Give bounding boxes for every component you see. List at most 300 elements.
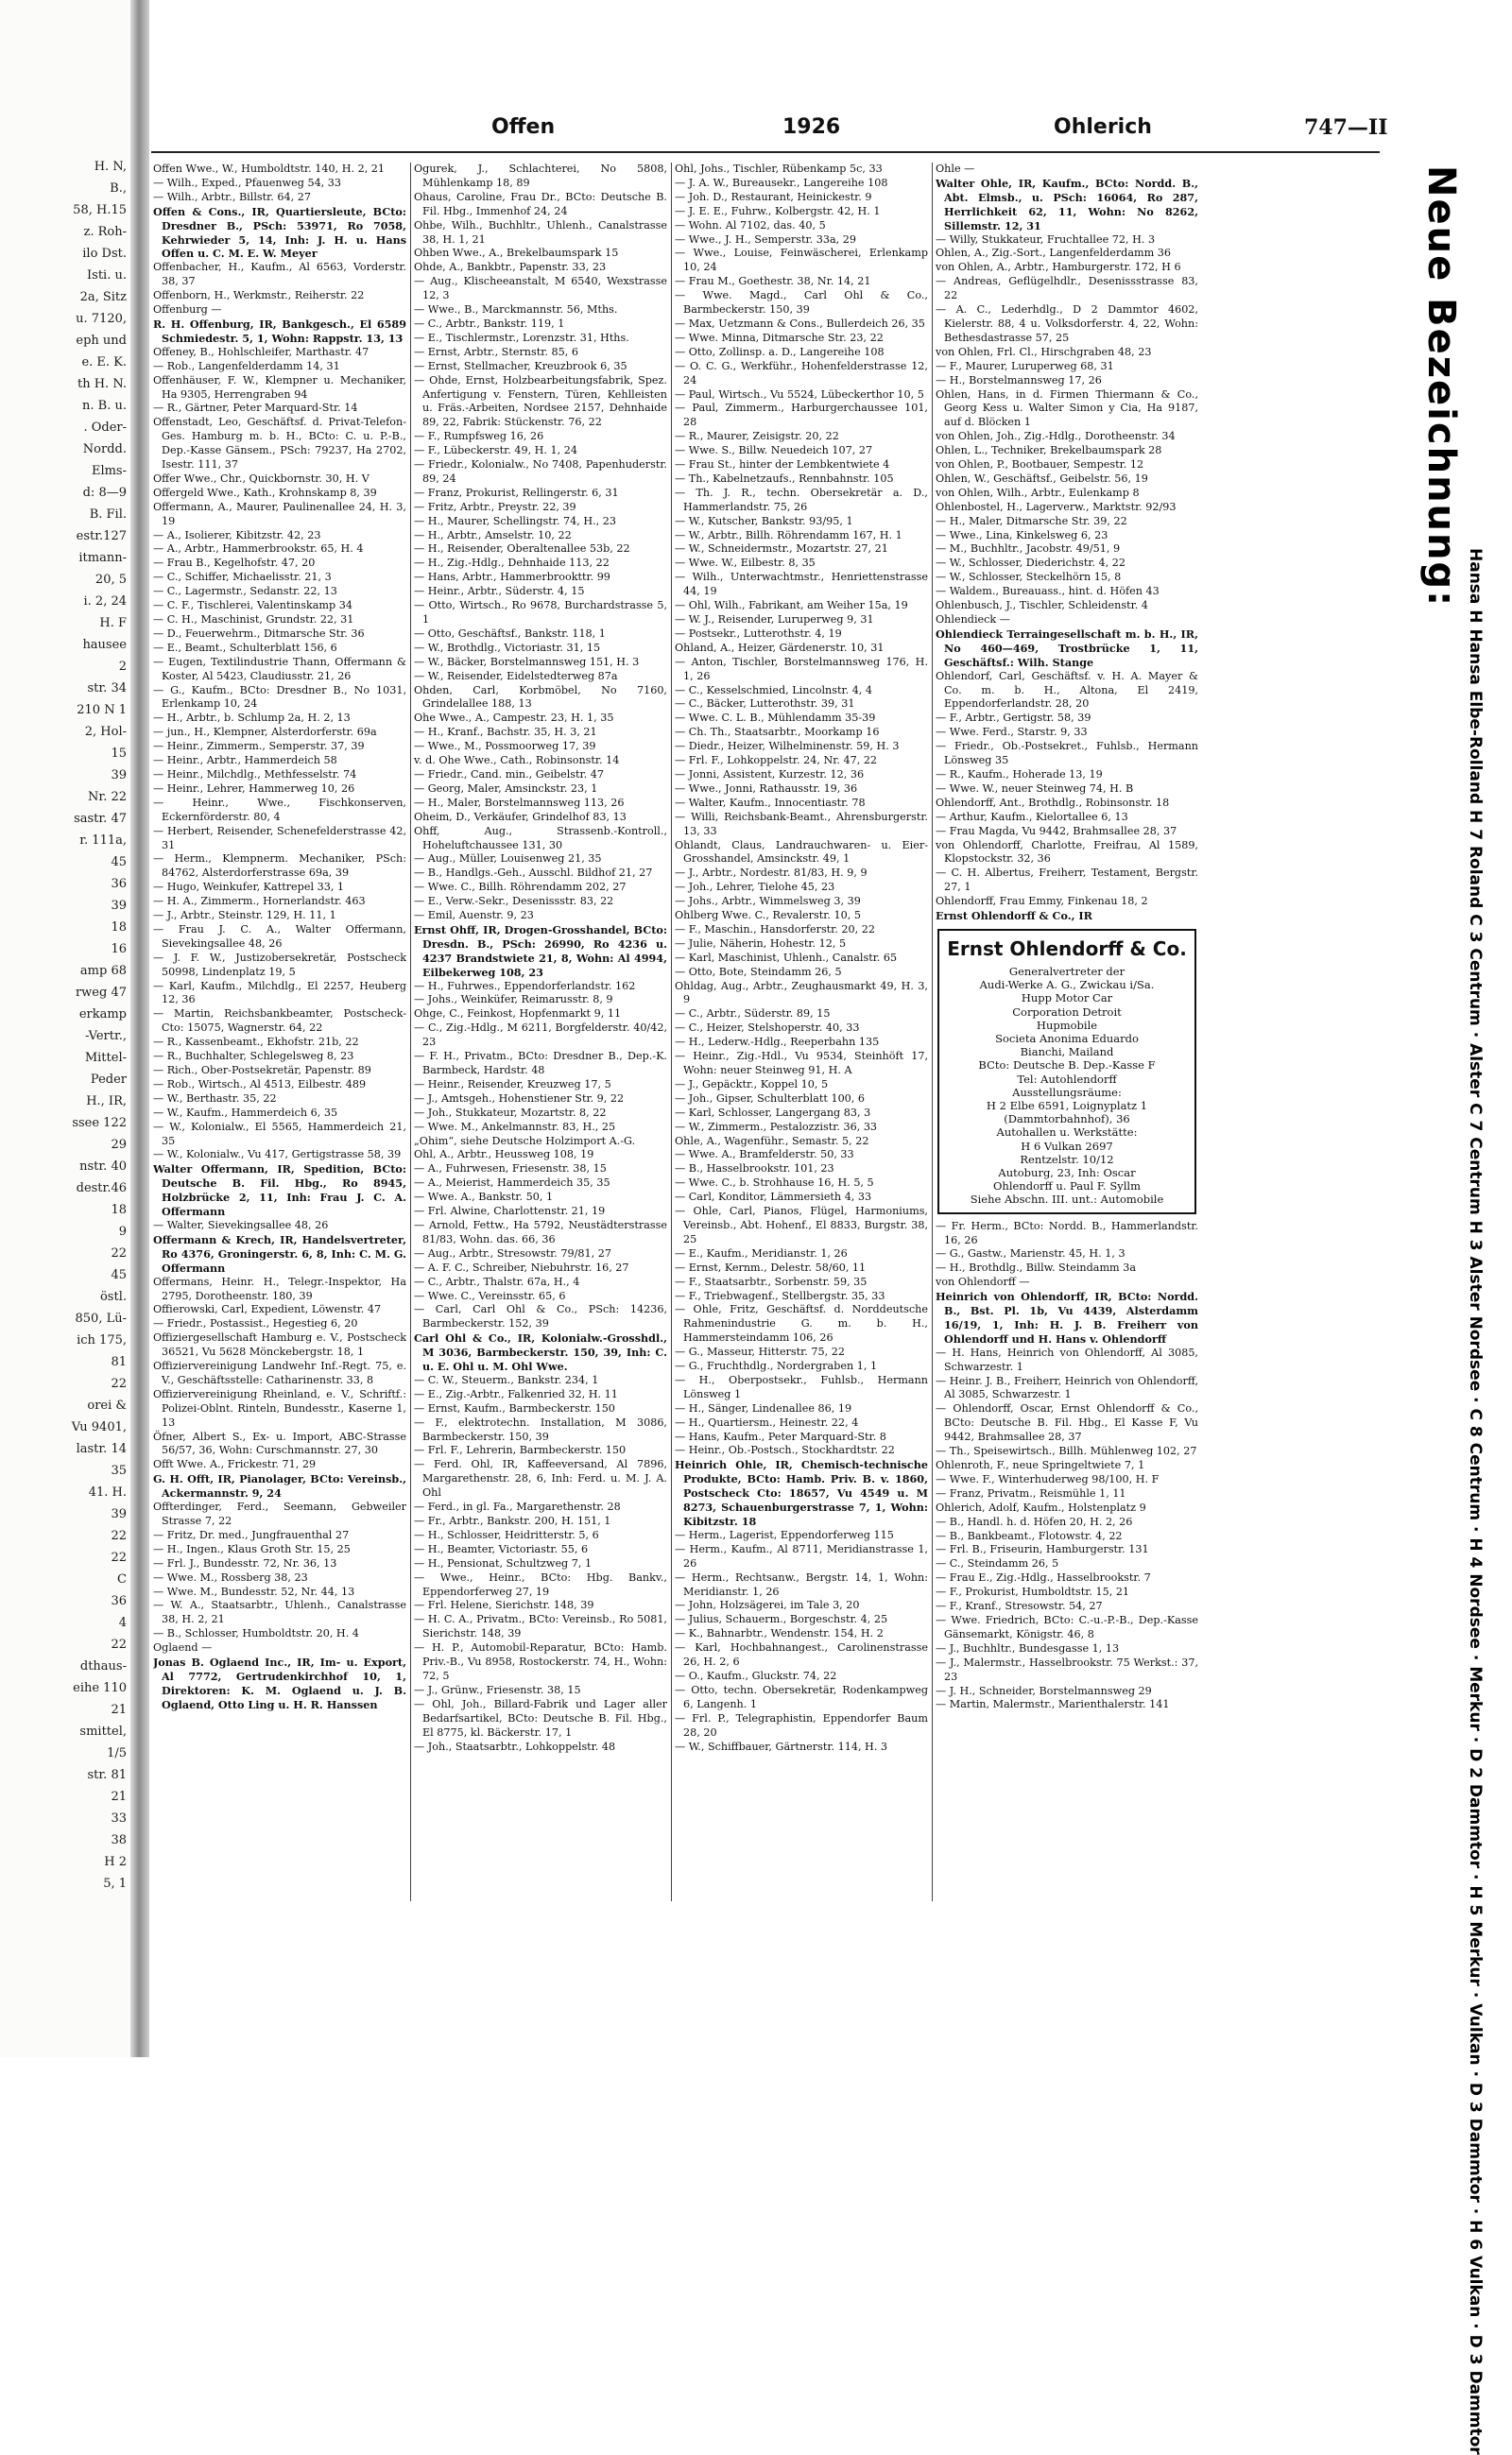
directory-entry: — R., Kaufm., Hoherade 13, 19 <box>936 767 1103 781</box>
directory-entry: Ohe Wwe., A., Campestr. 23, H. 1, 35 <box>414 712 614 725</box>
directory-entry: — Wilh., Exped., Pfauenweg 54, 33 <box>153 176 342 189</box>
directory-entry: — J., Grünw., Friesenstr. 38, 15 <box>414 1683 581 1696</box>
directory-entry: — Aug., Müller, Louisenweg 21, 35 <box>414 852 602 866</box>
directory-entry: Ohbe, Wilh., Buchhltr., Uhlenh., Canalstrasse 38, H. 1, 21 <box>414 218 667 246</box>
directory-entry: von Ohlen, P., Bootbauer, Sempestr. 12 <box>936 458 1144 472</box>
directory-entry: Walter Ohle, IR, Kaufm., BCto: Nordd. B., Abt. Elmsb., u. PSch: 16064, Ro 287, Herrlichkeit 62, 11, Wohn: No 8262, Sillemstr. 12, 31 <box>936 176 1198 232</box>
previous-page-fragment: 210 N 1 <box>77 703 127 717</box>
directory-entry: — Joh., Staatsarbtr., Lohkoppelstr. 48 <box>414 1740 616 1753</box>
directory-entry: — W. J., Reisender, Luruperweg 9, 31 <box>675 613 874 626</box>
previous-page-fragment: eph und <box>76 334 127 348</box>
directory-entry: — Max, Uetzmann & Cons., Bullerdeich 26, 35 <box>675 317 925 330</box>
previous-page-fragment: 21 <box>111 1703 127 1717</box>
previous-page-fragment: str. 34 <box>87 681 127 695</box>
previous-page-fragment: z. Roh- <box>83 225 127 239</box>
advertisement-line: Ausstellungsräume: <box>1012 1085 1122 1099</box>
directory-entry: — Frl. F., Lohkoppelstr. 24, Nr. 47, 22 <box>675 754 878 767</box>
previous-page-fragment: -Vertr., <box>85 1029 127 1043</box>
header-left-keyword: Offen <box>491 115 556 139</box>
directory-entry: — H., Brothdlg., Billw. Steindamm 3a <box>936 1262 1137 1275</box>
previous-page-fragment: rweg 47 <box>75 986 127 1000</box>
header-page-number: 747—II <box>1304 115 1388 140</box>
previous-page-fragment: sastr. 47 <box>74 812 127 826</box>
advertisement-line: BCto: Deutsche B. Dep.-Kasse F <box>978 1058 1156 1073</box>
directory-entry: — Wilh., Arbtr., Billstr. 64, 27 <box>153 190 311 203</box>
directory-entry: Ohlendorf, Carl, Geschäftsf. v. H. A. Mayer & Co. m. b. H., Altona, El 2419, Eppendorferlandstr. 28, 20 <box>936 669 1198 711</box>
directory-entry: — C., Arbtr., Thalstr. 67a, H., 4 <box>414 1275 580 1288</box>
directory-entry: — O., Kaufm., Gluckstr. 74, 22 <box>675 1669 837 1682</box>
directory-entry: — E., Beamt., Schulterblatt 156, 6 <box>153 641 337 654</box>
directory-entry: Ohle, A., Wagenführ., Semastr. 5, 22 <box>675 1134 869 1147</box>
directory-entry: — C. H., Maschinist, Grundstr. 22, 31 <box>153 613 354 626</box>
advertisement-line: Societa Anonima Eduardo <box>995 1031 1139 1045</box>
directory-entry: — Heinr., Zimmerm., Semperstr. 37, 39 <box>153 740 365 753</box>
directory-entry: — F., Maschin., Hansdorferstr. 20, 22 <box>675 922 875 936</box>
directory-entry: — H., Schlosser, Heidritterstr. 5, 6 <box>414 1528 599 1541</box>
previous-page-fragment: eihe 110 <box>73 1681 127 1695</box>
directory-entry: — Martin, Malermstr., Marienthalerstr. 141 <box>936 1698 1170 1711</box>
directory-entry: — J., Arbtr., Steinstr. 129, H. 11, 1 <box>153 909 336 922</box>
directory-entry: — Frl. F., Lehrerin, Barmbeckerstr. 150 <box>414 1444 627 1457</box>
directory-entry: — Herbert, Reisender, Schenefelderstrasse 42, 31 <box>153 824 406 851</box>
directory-entry: Ohle — <box>936 163 975 175</box>
directory-entry: — C. F., Tischlerei, Valentinskamp 34 <box>153 599 352 612</box>
previous-page-fragment: r. 111a, <box>79 833 127 848</box>
directory-entry: — B., Bankbeamt., Flotowstr. 4, 22 <box>936 1529 1123 1542</box>
directory-entry: — J. H., Schneider, Borstelmannsweg 29 <box>936 1684 1152 1697</box>
directory-entry: — Waldem., Bureauass., hint. d. Höfen 43 <box>936 585 1160 598</box>
directory-entry: — Joh., Gipser, Schulterblatt 100, 6 <box>675 1091 866 1105</box>
directory-entry: — C., Steindamm 26, 5 <box>936 1557 1059 1571</box>
directory-entry: — E., Tischlermstr., Lorenzstr. 31, Hths. <box>414 331 629 344</box>
directory-entry: — Ohde, Ernst, Holzbearbeitungsfabrik, Spez. Anfertigung v. Fenstern, Türen, Kehlleisten u. Fräs.-Arbeiten, Nordsee 2157, Dehnhaide 89, 22, Fabrik: Stückenstr. 76, 22 <box>414 373 667 429</box>
directory-entry: — E., Kaufm., Meridianstr. 1, 26 <box>675 1246 848 1260</box>
directory-entry: — W., Schlosser, Diederichstr. 4, 22 <box>936 557 1126 570</box>
directory-entry: Ohlerich, Adolf, Kaufm., Holstenplatz 9 <box>936 1501 1146 1514</box>
directory-entry: — W., Berthastr. 35, 22 <box>153 1091 277 1105</box>
directory-entry: — D., Feuerwehrm., Ditmarsche Str. 36 <box>153 627 365 640</box>
directory-entry: Offergeld Wwe., Kath., Krohnskamp 8, 39 <box>153 486 377 499</box>
directory-entry: — Paul, Zimmerm., Harburgerchaussee 101, 28 <box>675 402 928 429</box>
previous-page-fragment: Mittel- <box>84 1051 127 1065</box>
advertisement-box <box>937 929 1196 1214</box>
directory-entry: — B., Hasselbrookstr. 101, 23 <box>675 1162 834 1176</box>
directory-entry: — Heinr., Lehrer, Hammerweg 10, 26 <box>153 781 355 795</box>
directory-entry: — Heinr. J. B., Freiherr, Heinrich von Ohlendorff, Al 3085, Schwarzestr. 1 <box>936 1374 1198 1401</box>
previous-page-fragment: Peder <box>90 1073 127 1087</box>
directory-entry: — Emil, Auenstr. 9, 23 <box>414 909 534 922</box>
directory-entry: — A., Arbtr., Hammerbrookstr. 65, H. 4 <box>153 542 364 556</box>
previous-page-fragment: H 2 <box>104 1855 127 1869</box>
directory-entry: — Eugen, Textilindustrie Thann, Offermann & Koster, Al 5423, Claudiusstr. 21, 26 <box>153 655 406 682</box>
advertisement-line: Tel: Autohlendorff <box>1017 1072 1117 1086</box>
directory-entry: Ohde, A., Bankbtr., Papenstr. 33, 23 <box>414 261 607 274</box>
directory-entry: — H. Hans, Heinrich von Ohlendorff, Al 3085, Schwarzestr. 1 <box>936 1346 1198 1373</box>
header-year: 1926 <box>782 115 841 139</box>
previous-page-fragment: Nordd. <box>82 442 127 456</box>
directory-entry: — Heinr., Arbtr., Süderstr. 4, 15 <box>414 585 585 598</box>
directory-entry: Ohlendieck Terraingesellschaft m. b. H., IR, No 460—469, Trostbrücke 1, 11, Geschäftsf.: Wilh. Stange <box>936 627 1198 669</box>
previous-page-fragment: Isti. u. <box>87 268 127 283</box>
previous-page-fragment: 41. H. <box>88 1485 127 1500</box>
directory-entry: — Ernst, Kaufm., Barmbeckerstr. 150 <box>414 1401 615 1415</box>
column-separator <box>410 163 411 1901</box>
directory-entry: — F., Lübeckerstr. 49, H. 1, 24 <box>414 444 578 457</box>
previous-page-fragment: 35 <box>111 1464 127 1478</box>
previous-page-fragment: 22 <box>111 1246 127 1261</box>
directory-entry: — Ohlendorff, Oscar, Ernst Ohlendorff & Co., BCto: Deutsche B. Fil. Hbg., El Kasse F, Vu 9442, Brahmsallee 28, 37 <box>936 1402 1198 1444</box>
directory-entry: Ohlberg Wwe. C., Revalerstr. 10, 5 <box>675 909 861 922</box>
directory-entry: — Wwe. Magd., Carl Ohl & Co., Barmbeckerstr. 150, 39 <box>675 289 928 317</box>
previous-page-fragment: destr.46 <box>76 1181 127 1195</box>
directory-entry: — Wwe., B., Marckmannstr. 56, Mths. <box>414 303 618 317</box>
directory-entry: — Wwe. M., Bundesstr. 52, Nr. 44, 13 <box>153 1585 355 1598</box>
book-gutter <box>130 0 149 2057</box>
directory-entry: — E., Zig.-Arbtr., Falkenried 32, H. 11 <box>414 1387 618 1400</box>
directory-entry: Ohden, Carl, Korbmöbel, No 7160, Grindelallee 188, 13 <box>414 683 667 711</box>
directory-entry: — H., Reisender, Oberaltenallee 53b, 22 <box>414 542 630 556</box>
directory-entry: — Joh. D., Restaurant, Heinickestr. 9 <box>675 190 872 203</box>
directory-entry: Ohl, Johs., Tischler, Rübenkamp 5c, 33 <box>675 163 883 175</box>
directory-entry: — J., Gepäcktr., Koppel 10, 5 <box>675 1077 829 1090</box>
directory-entry: G. H. Offt, IR, Pianolager, BCto: Vereinsb., Ackermannstr. 9, 24 <box>153 1472 406 1501</box>
directory-entry: — Rob., Langenfelderdamm 14, 31 <box>153 359 340 372</box>
directory-entry: — Andreas, Geflügelhdlr., Desenissstrasse 83, 22 <box>936 275 1198 302</box>
directory-entry: Ohlenbostel, H., Lagerverw., Marktstr. 92/93 <box>936 500 1177 513</box>
directory-entry: Offen Wwe., W., Humboldtstr. 140, H. 2, 21 <box>153 163 386 175</box>
directory-entry: — Carl, Konditor, Lämmersieth 4, 33 <box>675 1191 872 1204</box>
directory-entry: — Julius, Schauerm., Borgeschstr. 4, 25 <box>675 1613 888 1626</box>
directory-entry: — C., Arbtr., Süderstr. 89, 15 <box>675 1007 831 1021</box>
previous-page-fragment: 1/5 <box>107 1746 127 1760</box>
directory-entry: — J. F. W., Justizobersekretär, Postscheck 50998, Lindenplatz 19, 5 <box>153 951 406 978</box>
directory-entry: — J., Arbtr., Nordestr. 81/83, H. 9, 9 <box>675 867 868 880</box>
advertisement-line: Bianchi, Mailand <box>1020 1045 1114 1059</box>
directory-entry: — Wwe. M., Rossberg 38, 23 <box>153 1571 308 1584</box>
directory-entry: — Friedr., Kolonialw., No 7408, Papenhuderstr. 89, 24 <box>414 458 667 485</box>
advertisement-line: H 6 Vulkan 2697 <box>1021 1139 1113 1153</box>
directory-entry: — J., Amtsgeh., Hohenstiener Str. 9, 22 <box>414 1091 625 1105</box>
directory-entry: — Ohle, Fritz, Geschäftsf. d. Norddeutsche Rahmenindustrie G. m. b. H., Hammersteindamm 106, 26 <box>675 1303 928 1345</box>
directory-entry: — Frau J. C. A., Walter Offermann, Sievekingsallee 48, 26 <box>153 922 406 950</box>
previous-page-fragment: amp 68 <box>79 964 127 978</box>
previous-page-fragment: d: 8—9 <box>82 486 127 500</box>
directory-entry: — Paul, Wirtsch., Vu 5524, Lübeckerthor 10, 5 <box>675 387 924 401</box>
directory-entry: — Heinr., Milchdlg., Methfesselstr. 74 <box>153 767 357 781</box>
advertisement-line: (Dammtorbahnhof), 36 <box>1004 1112 1130 1126</box>
directory-entry: von Ohlendorff — <box>936 1276 1030 1289</box>
directory-entry: — Frl. Alwine, Charlottenstr. 21, 19 <box>414 1205 606 1218</box>
previous-page-fragment: 16 <box>111 942 127 956</box>
previous-page-fragment: C <box>117 1572 127 1587</box>
directory-entry: Ohland, A., Heizer, Gärdenerstr. 10, 31 <box>675 641 885 654</box>
directory-entry: Offiziervereinigung Landwehr Inf.-Regt. 75, e. V., Geschäftsstelle: Catharinenstr. 33, 8 <box>153 1360 406 1386</box>
directory-entry: — W., Schneidermstr., Mozartstr. 27, 21 <box>675 542 888 556</box>
directory-entry: Ohlen, W., Geschäftsf., Geibelstr. 56, 19 <box>936 472 1148 485</box>
directory-entry: Ohlandt, Claus, Landrauchwaren- u. Eier-Grosshandel, Amsinckstr. 49, 1 <box>675 838 928 866</box>
previous-page-fragment: Nr. 22 <box>88 790 127 804</box>
previous-page-fragment: östl. <box>99 1290 127 1304</box>
previous-page-fragment: nstr. 40 <box>79 1159 127 1174</box>
directory-entry: — C., Zig.-Hdlg., M 6211, Borgfelderstr. 40/42, 23 <box>414 1021 667 1049</box>
directory-entry: von Ohlendorff, Charlotte, Freifrau, Al 1589, Klopstockstr. 32, 36 <box>936 838 1198 866</box>
directory-entry: — Wwe. C., b. Strohhause 16, H. 5, 5 <box>675 1176 874 1190</box>
directory-entry: — E., Verw.-Sekr., Desenissstr. 83, 22 <box>414 895 614 908</box>
directory-entry: — F., Kranf., Stresowstr. 54, 27 <box>936 1600 1103 1613</box>
directory-entry: — H., Oberpostsekr., Fuhlsb., Hermann Lönsweg 1 <box>675 1373 928 1400</box>
directory-entry: v. d. Ohe Wwe., Cath., Robinsonstr. 14 <box>414 754 620 767</box>
previous-page-fragment: 850, Lü- <box>75 1312 127 1326</box>
directory-entry: — F. H., Privatm., BCto: Dresdner B., Dep.-K. Barmbeck, Hardstr. 48 <box>414 1050 667 1076</box>
directory-entry: — Wohn. Al 7102, das. 40, 5 <box>675 218 826 232</box>
directory-entry: Ernst Ohlendorff & Co., IR <box>936 909 1092 923</box>
directory-entry: — Wwe., Lina, Kinkelsweg 6, 23 <box>936 528 1108 541</box>
directory-entry: — Wwe. A., Bankstr. 50, 1 <box>414 1191 554 1204</box>
directory-entry: — Ernst, Kernm., Delestr. 58/60, 11 <box>675 1261 867 1274</box>
directory-entry: — H., Quartiersm., Heinestr. 22, 4 <box>675 1416 859 1429</box>
directory-entry: Jonas B. Oglaend Inc., IR, Im- u. Export, Al 7772, Gertrudenkirchhof 10, 1, Direktoren: K. M. Oglaend u. J. B. Oglaend, Otto Ling u. H. R. Hanssen <box>153 1656 406 1711</box>
directory-entry: — H. A., Zimmerm., Hornerlandstr. 463 <box>153 895 366 908</box>
directory-entry: — H., Maler, Ditmarsche Str. 39, 22 <box>936 514 1127 527</box>
directory-entry: — A. C., Lederhdlg., D 2 Dammtor 4602, Kielerstr. 88, 4 u. Volksdorferstr. 4, 22, Wohn: Bethesdastrasse 57, 25 <box>936 303 1198 344</box>
directory-entry: — W., Reisender, Eidelstedterweg 87a <box>414 669 618 682</box>
directory-entry: Offer Wwe., Chr., Quickbornstr. 30, H. V <box>153 472 369 485</box>
advertisement-line: Audi-Werke A. G., Zwickau i/Sa. <box>979 978 1155 992</box>
directory-entry: Offermans, Heinr. H., Telegr.-Inspektor, Ha 2795, Dorotheenstr. 180, 39 <box>153 1275 406 1302</box>
directory-entry: — O. C. G., Werkführ., Hohenfelderstrasse 12, 24 <box>675 359 928 386</box>
directory-entry: — Hans, Kaufm., Peter Marquard-Str. 8 <box>675 1430 886 1443</box>
directory-entry: — Wwe. Friedrich, BCto: C.-u.-P.-B., Dep.-Kasse Gänsemarkt, Königstr. 46, 8 <box>936 1613 1198 1640</box>
directory-entry: — Friedr., Cand. min., Geibelstr. 47 <box>414 767 604 781</box>
advertisement-line: Autoburg, 23, Inh: Oscar <box>998 1165 1136 1179</box>
directory-entry: Oglaend — <box>153 1641 213 1655</box>
advertisement-line: Hupp Motor Car <box>1021 991 1113 1005</box>
previous-page-fragment: 33 <box>111 1811 127 1826</box>
directory-entry: Offeney, B., Hohlschleifer, Marthastr. 47 <box>153 345 369 358</box>
previous-page-fragment: ilo Dst. <box>82 247 127 261</box>
directory-entry: — Ernst, Arbtr., Sternstr. 85, 6 <box>414 345 578 358</box>
directory-entry: Ohl, A., Arbtr., Heussweg 108, 19 <box>414 1148 594 1161</box>
directory-entry: — Fritz, Arbtr., Preystr. 22, 39 <box>414 500 576 513</box>
directory-entry: — Willy, Stukkateur, Fruchtallee 72, H. 3 <box>936 232 1156 246</box>
directory-entry: R. H. Offenburg, IR, Bankgesch., El 6589 Schmiedestr. 5, 1, Wohn: Rappstr. 13, 13 <box>153 317 406 345</box>
previous-page-fragment: 45 <box>111 1268 127 1282</box>
directory-entry: Ohaus, Caroline, Frau Dr., BCto: Deutsche B. Fil. Hbg., Immenhof 24, 24 <box>414 190 667 217</box>
directory-entry: — F., Prokurist, Humboldtstr. 15, 21 <box>936 1586 1130 1599</box>
previous-page-fragment: 5, 1 <box>103 1877 127 1891</box>
previous-page-fragment: 45 <box>111 855 127 869</box>
directory-entry: — R., Gärtner, Peter Marquard-Str. 14 <box>153 402 358 415</box>
directory-entry: — Willi, Reichsbank-Beamt., Ahrensburgerstr. 13, 33 <box>675 810 928 837</box>
directory-entry: — Johs., Arbtr., Wimmelsweg 3, 39 <box>675 895 861 908</box>
directory-entry: — W., Kutscher, Bankstr. 93/95, 1 <box>675 514 853 527</box>
previous-page-fragment: . Oder- <box>83 421 127 435</box>
directory-entry: Walter Offermann, IR, Spedition, BCto: Deutsche B. Fil. Hbg., Ro 8945, Holzbrücke 2, 11, Inh: Frau J. C. A. Offermann <box>153 1162 406 1219</box>
previous-page-fragment: 18 <box>111 920 127 935</box>
directory-entry: — J. E. E., Fuhrw., Kolbergstr. 42, H. 1 <box>675 204 881 217</box>
directory-entry: — W., Schlosser, Steckelhörn 15, 8 <box>936 571 1122 584</box>
previous-page-fragment: 29 <box>111 1138 127 1152</box>
directory-entry: Offierowski, Carl, Expedient, Löwenstr. 47 <box>153 1303 382 1316</box>
directory-entry: — Frl. P., Telegraphistin, Eppendorfer Baum 28, 20 <box>675 1711 928 1739</box>
directory-entry: Offt Wwe. A., Frickestr. 71, 29 <box>153 1458 317 1471</box>
previous-page-fragment: B., <box>110 181 127 196</box>
advertisement-line: Ohlendorff u. Paul F. Syllm <box>992 1179 1141 1193</box>
previous-page-fragment: th H. N. <box>77 377 127 391</box>
previous-page-fragment: ssee 122 <box>72 1116 127 1130</box>
previous-page-fragment: H. N, <box>94 160 127 174</box>
previous-page-fragment: 2a, Sitz <box>79 290 127 304</box>
directory-entry: — Ohl, Joh., Billard-Fabrik und Lager aller Bedarfsartikel, BCto: Deutsche B. Fil. Hbg., El 8775, kl. Bäckerstr. 17, 1 <box>414 1697 667 1739</box>
previous-page-fragment: 2 <box>118 660 127 674</box>
directory-entry: — W., Brothdlg., Victoriastr. 31, 15 <box>414 641 601 654</box>
directory-entry: Offiziervereinigung Rheinland, e. V., Schriftf.: Polizei-Oblnt. Rinteln, Bundesstr., Kaserne 1, 13 <box>153 1387 406 1429</box>
directory-entry: — Postsekr., Lutterothstr. 4, 19 <box>675 627 842 640</box>
directory-entry: — Wwe. C., Billh. Röhrendamm 202, 27 <box>414 881 627 894</box>
directory-entry: — Ohle, Carl, Pianos, Flügel, Harmoniums, Vereinsb., Abt. Hohenf., El 8833, Burgstr. 38, 25 <box>675 1205 928 1245</box>
directory-entry: — B., Schlosser, Humboldtstr. 20, H. 4 <box>153 1627 359 1640</box>
directory-entry: — John, Holzsägerei, im Tale 3, 20 <box>675 1599 860 1612</box>
previous-page-fragment: 22 <box>111 1377 127 1391</box>
directory-entry: — Herm., Lagerist, Eppendorferweg 115 <box>675 1528 894 1541</box>
directory-entry: — Walter, Kaufm., Innocentiastr. 78 <box>675 796 866 809</box>
directory-entry: — F., Rumpfsweg 16, 26 <box>414 430 544 443</box>
directory-entry: — Heinr., Zig.-Hdl., Vu 9534, Steinhöft 17, Wohn: neuer Steinweg 91, H. A <box>675 1050 928 1076</box>
previous-page-fragment: i. 2, 24 <box>83 594 127 609</box>
previous-page-fragment: e. E. K. <box>81 355 127 369</box>
directory-entry: — Wilh., Unterwachtmstr., Henriettenstrasse 44, 19 <box>675 571 928 598</box>
directory-entry: — Karl, Schlosser, Langergang 83, 3 <box>675 1106 871 1119</box>
directory-entry: — Carl, Carl Ohl & Co., PSch: 14236, Barmbeckerstr. 152, 39 <box>414 1303 667 1331</box>
directory-entry: — Ch. Th., Staatsarbtr., Moorkamp 16 <box>675 726 880 739</box>
directory-entry: — B., Handl. h. d. Höfen 20, H. 2, 26 <box>936 1515 1133 1528</box>
directory-entry: — Ferd., in gl. Fa., Margarethenstr. 28 <box>414 1501 621 1514</box>
directory-entry: — H., Fuhrwes., Eppendorferlandstr. 162 <box>414 979 636 992</box>
previous-page-fragment: dthaus- <box>79 1659 127 1674</box>
directory-entry: — Karl, Kaufm., Milchdlg., El 2257, Heuberg 12, 36 <box>153 979 406 1006</box>
directory-entry: — Rob., Wirtsch., Al 4513, Eilbestr. 489 <box>153 1077 367 1090</box>
directory-entry: — Otto, Bote, Steindamm 26, 5 <box>675 965 842 978</box>
directory-entry: Ohlendorff, Ant., Brothdlg., Robinsonstr. 18 <box>936 796 1170 809</box>
directory-entry: — W., Zimmerm., Pestalozzistr. 36, 33 <box>675 1120 878 1133</box>
directory-entry: Offenbacher, H., Kaufm., Al 6563, Vorderstr. 38, 37 <box>153 261 406 288</box>
directory-entry: — Wwe. C., Vereinsstr. 65, 6 <box>414 1289 566 1302</box>
previous-page-fragment: 18 <box>111 1203 127 1217</box>
directory-entry: — H., Ingen., Klaus Groth Str. 15, 25 <box>153 1542 351 1555</box>
directory-entry: — F., Staatsarbtr., Sorbenstr. 59, 35 <box>675 1275 868 1288</box>
previous-page-fragment: 36 <box>111 1594 127 1608</box>
directory-entry: — W., Kaufm., Hammerdeich 6, 35 <box>153 1106 338 1119</box>
directory-entry: Offenborn, H., Werkmstr., Reiherstr. 22 <box>153 289 365 302</box>
column-1 <box>153 163 406 1901</box>
directory-entry: — Otto, Geschäftsf., Bankstr. 118, 1 <box>414 627 606 640</box>
previous-page-fragment: u. 7120, <box>76 312 127 326</box>
directory-entry: — Aug., Klischeeanstalt, M 6540, Wexstrasse 12, 3 <box>414 275 667 302</box>
header-rule <box>151 151 1380 153</box>
directory-entry: — Heinr., Wwe., Fischkonserven, Eckernförderstr. 80, 4 <box>153 796 406 823</box>
previous-page-fragment: 58, H.15 <box>73 203 127 217</box>
previous-page-fragment: 20, 5 <box>94 573 127 587</box>
previous-page-fragment: lastr. 14 <box>76 1442 127 1456</box>
directory-entry: — Heinr., Ob.-Postsch., Stockhardtstr. 22 <box>675 1444 895 1457</box>
directory-entry: — Jonni, Assistent, Kurzestr. 12, 36 <box>675 767 865 781</box>
directory-entry: — Wwe. W., neuer Steinweg 74, H. B <box>936 781 1134 795</box>
directory-entry: — Julie, Näherin, Hohestr. 12, 5 <box>675 936 847 950</box>
previous-page-fragment: smittel, <box>79 1725 127 1739</box>
directory-entry: — Wwe. A., Bramfelderstr. 50, 33 <box>675 1148 854 1161</box>
directory-entry: — Rich., Ober-Postsekretär, Papenstr. 89 <box>153 1064 371 1076</box>
directory-entry: von Ohlen, Wilh., Arbtr., Eulenkamp 8 <box>936 486 1140 499</box>
directory-entry: — Herm., Klempnerm. Mechaniker, PSch: 84762, Alsterdorferstrasse 69a, 39 <box>153 852 406 880</box>
directory-entry: — A., Fuhrwesen, Friesenstr. 38, 15 <box>414 1162 607 1176</box>
directory-entry: — Heinr., Reisender, Kreuzweg 17, 5 <box>414 1077 611 1090</box>
directory-entry: — C. H. Albertus, Freiherr, Testament, Bergstr. 27, 1 <box>936 867 1198 894</box>
directory-entry: — Otto, Wirtsch., Ro 9678, Burchardstrasse 5, 1 <box>414 599 667 626</box>
directory-entry: — Frau St., hinter der Lembkentwiete 4 <box>675 458 890 472</box>
directory-entry: — Johs., Weinküfer, Reimarusstr. 8, 9 <box>414 993 613 1006</box>
directory-entry: — H., Pensionat, Schultzweg 7, 1 <box>414 1556 593 1570</box>
directory-entry: — C. W., Steuerm., Bankstr. 234, 1 <box>414 1373 599 1386</box>
directory-entry: — C., Bäcker, Lutterothstr. 39, 31 <box>675 697 855 711</box>
directory-entry: — Herm., Kaufm., Al 8711, Meridianstrasse 1, 26 <box>675 1542 928 1570</box>
directory-entry: — Frl. B., Friseurin, Hamburgerstr. 131 <box>936 1543 1149 1556</box>
directory-entry: — H., Borstelmannsweg 17, 26 <box>936 373 1102 386</box>
directory-entry: Ohlenbusch, J., Tischler, Schleidenstr. 4 <box>936 599 1148 612</box>
advertisement-line: Hupmobile <box>1036 1018 1098 1032</box>
previous-page-fragment: 39 <box>111 899 127 913</box>
directory-entry: — Frau Magda, Vu 9442, Brahmsallee 28, 37 <box>936 824 1177 837</box>
directory-entry: — W., Kolonialw., Vu 417, Gertigstrasse 58, 39 <box>153 1148 402 1161</box>
previous-page-fragment: 9 <box>118 1225 127 1239</box>
directory-entry: — W., Kolonialw., El 5565, Hammerdeich 21, 35 <box>153 1120 406 1147</box>
directory-entry: — G., Gastw., Marienstr. 45, H. 1, 3 <box>936 1247 1125 1261</box>
previous-page-fragment: hausee <box>82 638 127 652</box>
directory-entry: Oheim, D., Verkäufer, Grindelhof 83, 13 <box>414 810 627 823</box>
previous-page-fragment: 36 <box>111 877 127 891</box>
directory-entry: — Frau M., Goethestr. 38, Nr. 14, 21 <box>675 275 871 288</box>
directory-entry: Ohlen, A., Zig.-Sort., Langenfelderdamm 36 <box>936 247 1172 260</box>
advertisement-line: Rentzelstr. 10/12 <box>1020 1152 1114 1166</box>
directory-entry: — C., Heizer, Stelshoperstr. 40, 33 <box>675 1021 860 1035</box>
directory-entry: Ohge, C., Feinkost, Hopfenmarkt 9, 11 <box>414 1007 622 1021</box>
directory-entry: Offterdinger, Ferd., Seemann, Gebweiler Strasse 7, 22 <box>153 1501 406 1527</box>
advertisement-title: Ernst Ohlendorff & Co. <box>947 936 1187 960</box>
directory-entry: Ogurek, J., Schlachterei, No 5808, Mühlenkamp 18, 89 <box>414 163 667 189</box>
directory-entry: — Wwe., Louise, Feinwäscherei, Erlenkamp 10, 24 <box>675 247 928 274</box>
advertisement-line: H 2 Elbe 6591, Loignyplatz 1 <box>986 1098 1148 1112</box>
directory-entry: von Ohlen, Frl. Cl., Hirschgraben 48, 23 <box>936 345 1152 358</box>
directory-entry: — Wwe. F., Winterhuderweg 98/100, H. F <box>936 1472 1160 1485</box>
previous-page-fragment: str. 81 <box>87 1768 127 1782</box>
column-3 <box>675 163 928 1901</box>
advertisement-line: Autohallen u. Werkstätte: <box>996 1125 1138 1140</box>
margin-advertisement-main: Neue Bezeichnung: <box>1419 165 1463 609</box>
directory-entry: Offenburg — <box>153 303 222 317</box>
directory-entry: — H., Zig.-Hdlg., Dehnhaide 113, 22 <box>414 557 610 570</box>
directory-entry: — H., Maler, Borstelmannsweg 113, 26 <box>414 796 625 809</box>
directory-entry: Offermann, A., Maurer, Paulinenallee 24, H. 3, 19 <box>153 500 406 527</box>
directory-entry: — G., Fruchthdlg., Nordergraben 1, 1 <box>675 1360 878 1373</box>
directory-entry: — F., Triebwagenf., Stellbergstr. 35, 33 <box>675 1289 885 1302</box>
directory-entry: — Otto, techn. Obersekretär, Rodenkampweg 6, Langenh. 1 <box>675 1683 928 1710</box>
directory-entry: — A. F. C., Schreiber, Niebuhrstr. 16, 27 <box>414 1261 629 1274</box>
previous-page-fragment: Elms- <box>91 464 127 478</box>
directory-entry: — Friedr., Ob.-Postsekret., Fuhlsb., Hermann Lönsweg 35 <box>936 740 1198 767</box>
directory-entry: — B., Handlgs.-Geh., Ausschl. Bildhof 21, 27 <box>414 867 653 880</box>
previous-page-fragment: 4 <box>118 1616 127 1630</box>
directory-entry: — Th. J. R., techn. Obersekretär a. D., Hammerlandstr. 75, 26 <box>675 486 928 513</box>
directory-entry: Ohlenroth, F., neue Springeltwiete 7, 1 <box>936 1459 1145 1471</box>
